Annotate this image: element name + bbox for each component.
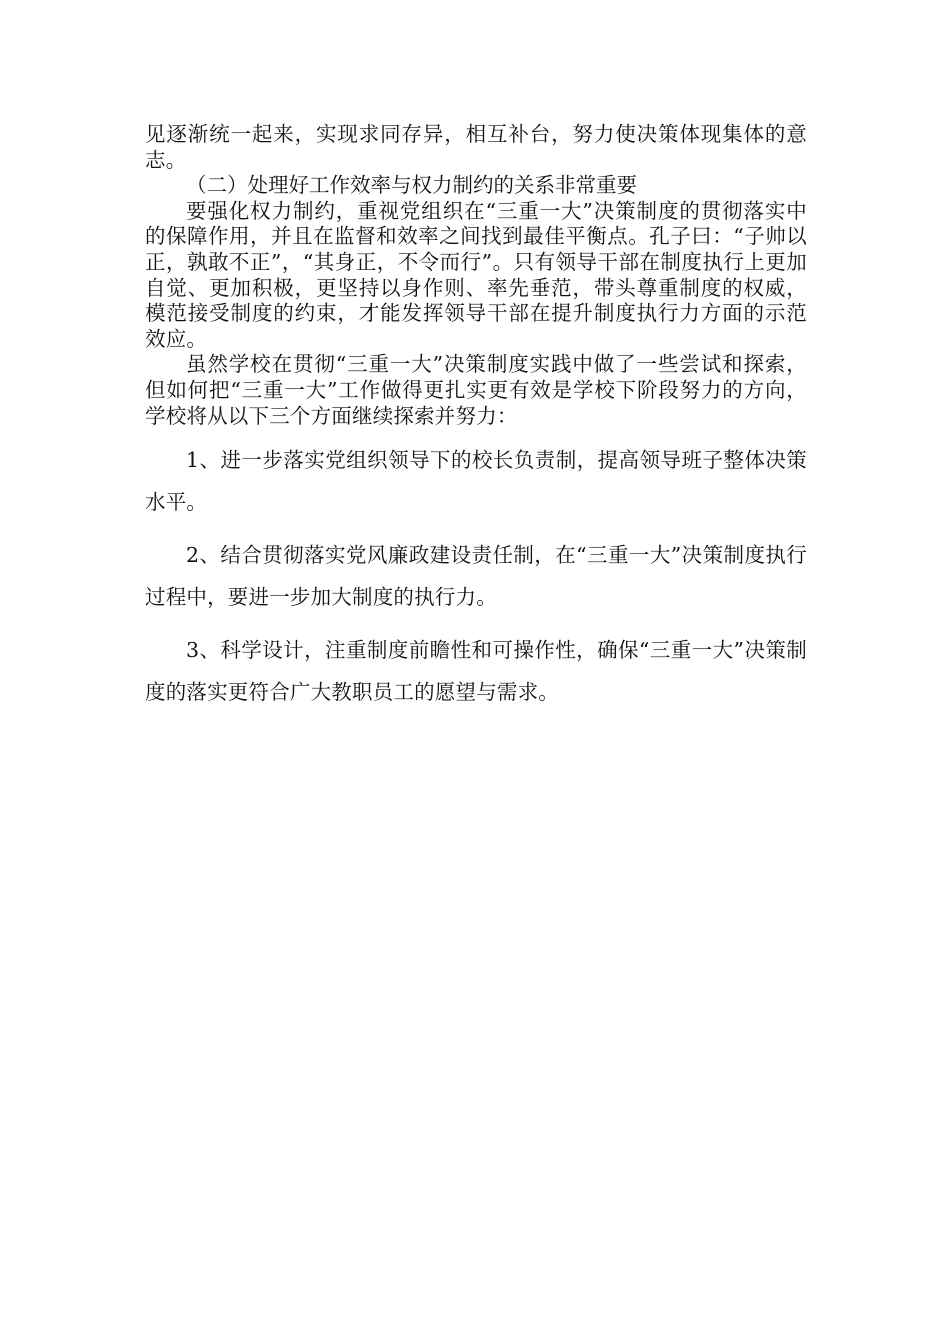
body-paragraph: 要强化权力制约，重视党组织在“三重一大”决策制度的贯彻落实中的保障作用，并且在监督和效率之间找到最佳平衡点。孔子曰：“子帅以正，孰敢不正”，“其身正，不令而行”。只有领导干部在制度执行上更加自觉、更加积极，更坚持以身作则、率先垂范，带头尊重制度的权威，模范接受制度的约束，才能发挥领导干部在提升制度执行力方面的示范效应。 (145, 198, 807, 351)
numbered-item: 1、进一步落实党组织领导下的校长负责制，提高领导班子整体决策水平。 (145, 448, 807, 515)
section-heading: （二）处理好工作效率与权力制约的关系非常重要 (186, 173, 637, 198)
continued-paragraph: 见逐渐统一起来，实现求同存异，相互补台，努力使决策体现集体的意志。 (145, 122, 807, 172)
body-paragraph: 虽然学校在贯彻“三重一大”决策制度实践中做了一些尝试和探索，但如何把“三重一大”工作做得更扎实更有效是学校下阶段努力的方向，学校将从以下三个方面继续探索并努力： (145, 352, 807, 428)
numbered-item: 2、结合贯彻落实党风廉政建设责任制，在“三重一大”决策制度执行过程中，要进一步加大制度的执行力。 (145, 543, 807, 610)
numbered-item: 3、科学设计，注重制度前瞻性和可操作性，确保“三重一大”决策制度的落实更符合广大教职员工的愿望与需求。 (145, 638, 807, 705)
document-body (145, 122, 807, 713)
